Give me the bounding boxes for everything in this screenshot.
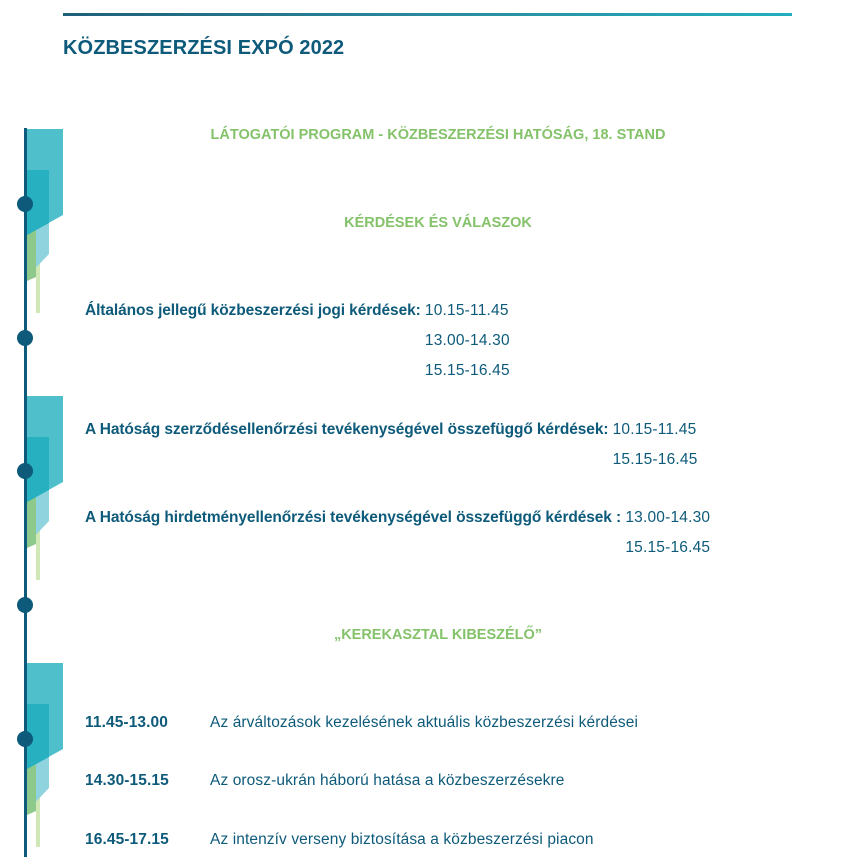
timeline-dot: [17, 330, 33, 346]
roundtable-topic: Az árváltozások kezelésének aktuális közbeszerzési kérdései: [210, 714, 639, 731]
timeline-decoration: [27, 129, 63, 313]
decorative-blocks-icon: [27, 663, 63, 847]
program-subtitle: LÁTOGATÓI PROGRAM - KÖZBESZERZÉSI HATÓSÁG, 18. STAND: [210, 127, 666, 143]
timeline-dot: [17, 731, 33, 747]
timeline-dot: [17, 597, 33, 613]
time-slot: 15.15-16.45: [612, 451, 698, 468]
timeline-decoration: [27, 396, 63, 580]
roundtable-topic: Az intenzív verseny biztosítása a közbeszerzési piacon: [210, 831, 594, 848]
roundtable-item: [85, 830, 594, 850]
roundtable-section-heading: „KEREKASZTAL KIBESZÉLŐ”: [333, 627, 543, 643]
qa-item: [85, 301, 510, 379]
page-title: KÖZBESZERZÉSI EXPÓ 2022: [63, 37, 345, 59]
roundtable-time: 11.45-13.00: [85, 714, 168, 731]
decorative-blocks-icon: [27, 396, 63, 580]
qa-item-times: [625, 508, 710, 568]
qa-item: [85, 508, 711, 556]
qa-section-heading: KÉRDÉSEK ÉS VÁLASZOK: [344, 215, 532, 231]
header-divider: [63, 13, 792, 16]
decorative-blocks-icon: [27, 129, 63, 313]
time-slot: 15.15-16.45: [625, 539, 711, 556]
qa-item-label: Általános jellegű közbeszerzési jogi kérdések:: [85, 302, 425, 319]
roundtable-item: [85, 713, 638, 733]
time-slot: 10.15-11.45: [612, 421, 697, 438]
timeline-dot: [17, 463, 33, 479]
roundtable-time: 16.45-17.15: [85, 831, 169, 848]
time-slot: 10.15-11.45: [424, 302, 509, 319]
time-slot: 15.15-16.45: [424, 362, 510, 379]
time-slot: 13.00-14.30: [424, 332, 510, 349]
roundtable-topic: Az orosz-ukrán háború hatása a közbeszerzésekre: [210, 772, 565, 789]
qa-item-label: A Hatóság szerződésellenőrzési tevékenységével összefüggő kérdések:: [85, 421, 613, 438]
qa-item-label: A Hatóság hirdetményellenőrzési tevékenységével összefüggő kérdések :: [85, 509, 626, 526]
time-slot: 13.00-14.30: [625, 509, 711, 526]
roundtable-item: [85, 771, 565, 791]
roundtable-time: 14.30-15.15: [85, 772, 169, 789]
qa-item-times: [425, 301, 510, 391]
timeline-decoration: [27, 663, 63, 847]
qa-item: [85, 420, 698, 468]
timeline-dot: [17, 196, 33, 212]
qa-item-times: [613, 420, 698, 480]
